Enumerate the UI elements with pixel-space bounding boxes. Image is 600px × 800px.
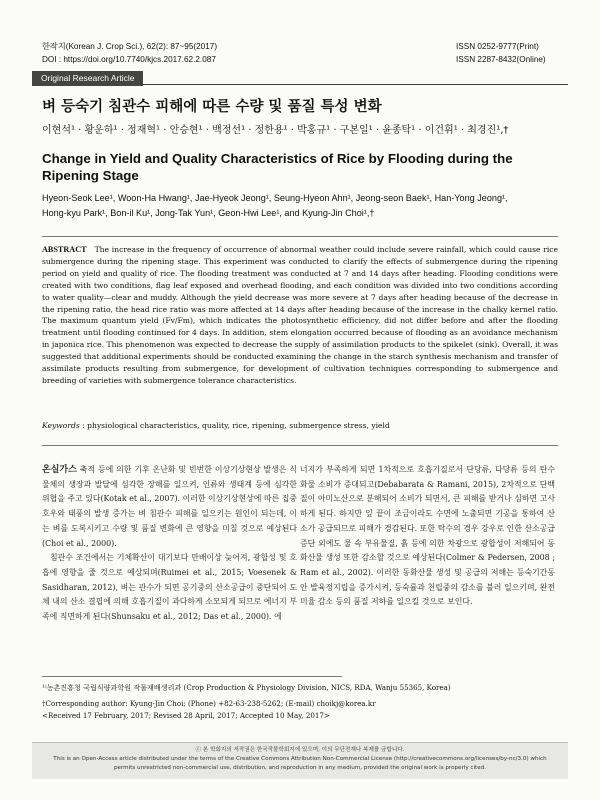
footnote-corresponding: †Corresponding author: Kyung-Jin Choi; (Phone) +82-63-238-5262; (E-mail) choikj@korea.kr xyxy=(42,699,376,708)
authors-english-line2: Hong-kyu Park¹, Bon-il Ku¹, Jong-Tak Yun¹, Geon-Hwi Lee¹, and Kyung-Jin Choi¹,† xyxy=(42,208,375,218)
intro-paragraph-2: 침관수 조건에서는 기체확산이 대기보다 만배이상 늦어져, 광합성 및 호흡에 영향을 줄 것으로 예상되며(Ruimei et al., 2015; Voesenek & Sasidharan, 2012), 벼는 관수가 되면 공기중의 산소공급이 중단되어 도체 내의 산소 결핍에 의해 호흡기질이 과다하게 소모되게 되므로 에너지 부족에 직면하게 된다(Shunsaku et al., 2012; Das et al., 2000). 에 xyxy=(42,553,297,622)
issn-block xyxy=(456,40,546,66)
body-column-left xyxy=(42,463,297,625)
copyright-notice: ⓒ 본 학회지의 저작권은 한국작물학회지에 있으며, 이의 무단전재나 복제를 금합니다. xyxy=(195,747,405,753)
title-korean: 벼 등숙기 침관수 피해에 따른 수량 및 품질 특성 변화 xyxy=(42,99,382,115)
keywords-text: : physiological characteristics, quality, rice, ripening, submergence stress, yield xyxy=(79,421,390,430)
abstract xyxy=(42,244,558,387)
journal-header xyxy=(42,40,217,66)
abstract-bottom-rule xyxy=(42,445,558,446)
authors-english-line1: Hyeon-Seok Lee¹, Woon-Ha Hwang¹, Jae-Hyeok Jeong¹, Seung-Hyeon Ahn¹, Jeong-seon Baek¹, Han-Yong Jeong¹, xyxy=(42,193,508,203)
license-line-1: This is an Open-Access article distributed under the terms of the Creative Commons Attribution Non-Commercial License (http://creativecommons.org/licenses/by-nc/3.0) which xyxy=(53,756,547,762)
footnote-affiliation: ¹⁾농촌진흥청 국립식량과학원 작물재배생리과 (Crop Production & Physiology Division, NICS, RDA, Wanju 55365, Korea) xyxy=(42,683,451,692)
keywords-label: Keywords xyxy=(42,421,80,430)
license-footer xyxy=(32,742,568,779)
keywords xyxy=(42,420,558,431)
abstract-top-rule xyxy=(42,236,558,237)
authors-english xyxy=(42,191,572,221)
title-english: Change in Yield and Quality Characteristics of Rice by Flooding during the Ripening Stage xyxy=(42,151,513,183)
article-type-tag: Original Research Article xyxy=(32,71,143,86)
issn-online: ISSN 2287-8432(Online) xyxy=(456,55,546,64)
footnote-divider xyxy=(42,676,342,677)
intro-paragraph-3: 너지가 부족하게 되면 1차적으로 호흡기질로서 단당류, 다당류 등의 탄수화물 소비가 증대되고(Debabarata & Ramani, 2015), 2차적으로 단백질이 아미노산으로 분해되어 소비가 되면서, 큰 피해를 받거나 심하면 고사하게 된다. 하지만 잎 끝이 조금이라도 수면에 노출되면 기공을 통하여 산소가 공급되므로 피해가 경감된다. 또한 탁수의 경우 강우로 인한 산소공급 증단 외에도 물 속 부유물질, 흙 등에 의한 차광으로 광합성이 저해되어 동화산물 생성 또한 감소할 것으로 예상된다(Colmer & Pedersen, 2008 ; Ram et al., 2002). 이러한 동화산물 생성 및 공급의 저해는 등숙기간동안 발육정지립을 증가시켜, 등숙률과 천립중의 감소를 불러 일으키며, 완전미율 감소 등의 품질 저하를 일으킬 것으로 보인다. xyxy=(300,465,555,607)
header-divider xyxy=(32,84,568,85)
intro-paragraph-1: 온실가스 축적 등에 의한 기후 온난화 및 빈번한 이상기상현상 발생은 식물체의 생장과 발달에 심각한 장해를 일으켜, 인류와 생태계 등에 심각한 위협을 주고 있다(Kotak et al., 2007). 이러한 이상기상현상에 따른 집중호우와 태풍의 발생 증가는 벼 침관수 피해를 일으키는 원인이 되는데, 이는 벼를 도복시키고 수량 및 품질 변화에 큰 영향을 미칠 것으로 예상된다(Choi et al., 2000). xyxy=(42,465,297,548)
footnote-received: <Received 17 February, 2017; Revised 28 April, 2017; Accepted 10 May, 2017> xyxy=(42,711,330,720)
license-line-2: permits unrestricted non-commercial use, distribution, and reproduction in any medium, provided the original work is properly cited. xyxy=(113,765,487,771)
abstract-text: The increase in the frequency of occurrence of abnormal weather could include severe rainfall, which could cause rice submergence during the ripening stage. This experiment was conducted to clarify the effects of submergence during the ripening period on yield and quality of rice. The flooding treatment was conducted at 7 and 14 days after heading. Flooding conditions were created with two conditions, flag leaf exposed and overhead flooding, and each condition was divided into two conditions according to water quality—clear and muddy. Although the yield decrease was more severe at 7 days after heading because of the decrease in the ripening ratio, the head rice ratio was more affected at 14 days after heading because of the increase in the chalky kernel ratio. The maximum quantum yield (Fv/Fm), which indicates the photosynthetic efficiency, did not differ before and after the flooding treatment until flooding continued for 4 days. In addition, stem elongation occurred because of flooding as an avoidance mechanism in japonica rice. This phenomenon was expected to decrease the supply of assimilation products to the spikelet (sink). Overall, it was suggested that additional experiments should be conducted examining the change in the starch synthesis mechanism and transfer of assimilate products resulting from submergence, for development of cultivation techniques corresponding to submergence and breeding of varieties with submergence tolerance characteristics. xyxy=(42,245,558,385)
doi-link[interactable]: DOI : https://doi.org/10.7740/kjcs.2017.62.2.087 xyxy=(42,55,216,64)
body-column-right xyxy=(300,463,555,610)
authors-korean: 이현석¹ · 황운하¹ · 정재혁¹ · 안승현¹ · 백정선¹ · 정한용¹ · 박홍규¹ · 구본일¹ · 윤종탁¹ · 이건휘¹ · 최경진¹,† xyxy=(42,125,509,136)
abstract-label: ABSTRACT xyxy=(42,245,87,254)
journal-citation: 한작지(Korean J. Crop Sci.), 62(2): 87~95(2017) xyxy=(42,42,218,51)
issn-print: ISSN 0252-9777(Print) xyxy=(456,42,539,51)
intro-lead-word: 온실가스 xyxy=(42,465,77,475)
